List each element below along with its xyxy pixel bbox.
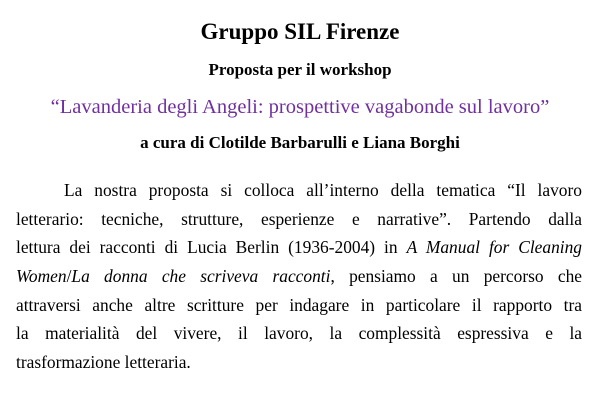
paragraph-line-2: letterario: tecniche, strutture, esperienze e narrative”. Partendo dalla (16, 208, 582, 229)
paragraph-text: , pensiamo a un percorso che (330, 266, 582, 287)
paragraph-line-7: trasformazione letteraria. (16, 352, 191, 373)
paragraph-line-4 (16, 262, 582, 291)
paragraph-line-3 (16, 233, 582, 262)
curators-line: a cura di Clotilde Barbarulli e Liana Borghi (140, 133, 460, 152)
paragraph-text: lettura dei racconti di Lucia Berlin (1936-2004) in (16, 237, 398, 258)
title-separator: / (66, 266, 72, 287)
book-title-italian: La donna che scriveva racconti (71, 266, 331, 287)
body-paragraph (16, 176, 582, 377)
page-subtitle: Proposta per il workshop (208, 60, 392, 79)
paragraph-line-5: attraversi anche altre scritture per indagare in particolare il rapporto tra (16, 294, 582, 315)
page-title: Gruppo SIL Firenze (200, 19, 400, 44)
paragraph-line-6: la materialità del vivere, il lavoro, la complessità espressiva e la (16, 323, 582, 344)
book-title-english-end: Women (16, 266, 67, 287)
paragraph-line-1: La nostra proposta si colloca all’interno della tematica “Il lavoro (64, 180, 582, 200)
book-title-english: A Manual for Cleaning (406, 237, 582, 258)
workshop-title: “Lavanderia degli Angeli: prospettive vagabonde sul lavoro” (50, 96, 550, 118)
